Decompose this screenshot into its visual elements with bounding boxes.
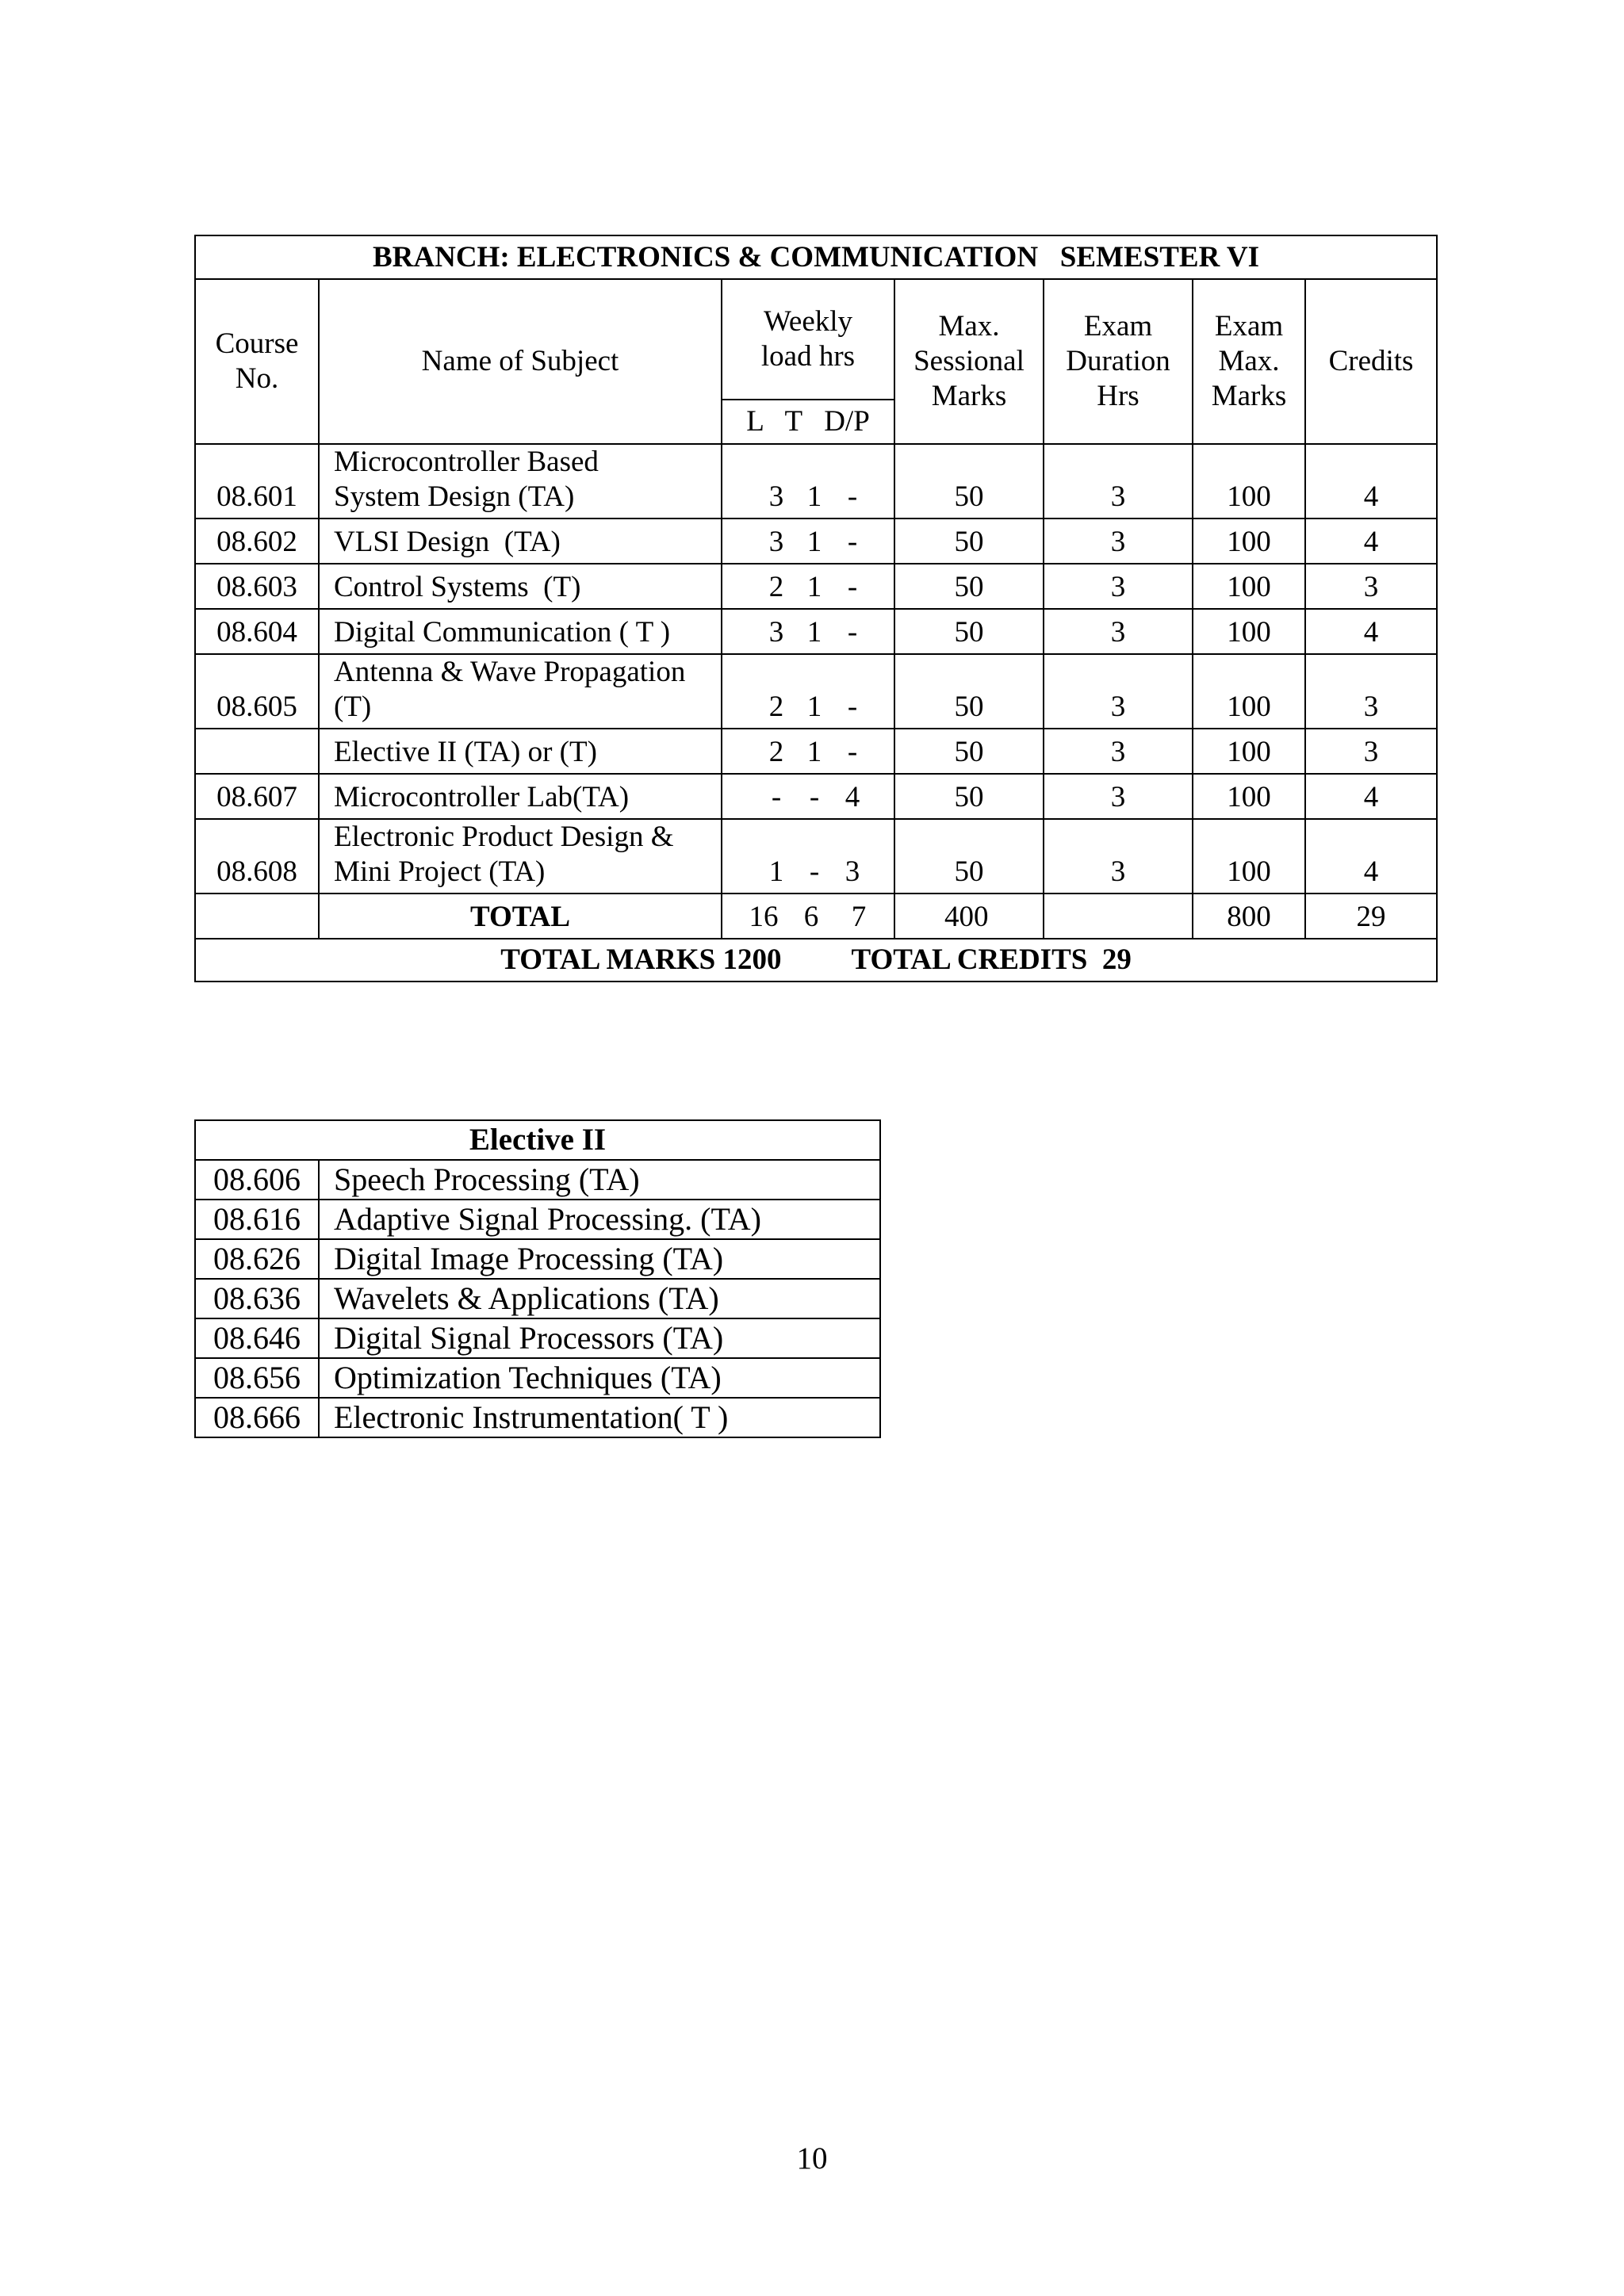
table-row <box>195 1239 880 1279</box>
elective-name: Speech Processing (TA) <box>319 1160 880 1200</box>
exam-duration: 3 <box>1044 729 1193 774</box>
elective-code: 08.636 <box>195 1279 319 1318</box>
subject-name: Electronic Product Design & Mini Project (TA) <box>319 819 722 894</box>
course-code: 08.601 <box>195 444 319 519</box>
sessional-marks: 50 <box>894 444 1044 519</box>
course-code: 08.603 <box>195 564 319 609</box>
header-ltdp: L T D/P <box>722 400 894 444</box>
table-row <box>195 1279 880 1318</box>
subject-name: Digital Communication ( T ) <box>319 609 722 654</box>
elective-name: Electronic Instrumentation( T ) <box>319 1398 880 1437</box>
weekly-load: 3 1 - <box>722 444 894 519</box>
credits: 4 <box>1305 819 1437 894</box>
total-sessional: 400 <box>894 894 1044 939</box>
header-credits: Credits <box>1305 279 1437 444</box>
credits: 4 <box>1305 609 1437 654</box>
weekly-load: 3 1 - <box>722 519 894 564</box>
elective-name: Optimization Techniques (TA) <box>319 1358 880 1398</box>
course-code: 08.605 <box>195 654 319 729</box>
course-code: 08.602 <box>195 519 319 564</box>
sessional-marks: 50 <box>894 564 1044 609</box>
weekly-load: 2 1 - <box>722 654 894 729</box>
weekly-load: 2 1 - <box>722 564 894 609</box>
credits: 4 <box>1305 774 1437 819</box>
elective-code: 08.646 <box>195 1318 319 1358</box>
exam-duration: 3 <box>1044 774 1193 819</box>
course-code: 08.607 <box>195 774 319 819</box>
exam-marks: 100 <box>1193 519 1305 564</box>
table-row <box>195 1318 880 1358</box>
table-row <box>195 729 1437 774</box>
sessional-marks: 50 <box>894 609 1044 654</box>
elective-name: Digital Image Processing (TA) <box>319 1239 880 1279</box>
elective-code: 08.606 <box>195 1160 319 1200</box>
exam-marks: 100 <box>1193 564 1305 609</box>
table-row <box>195 609 1437 654</box>
exam-marks: 100 <box>1193 774 1305 819</box>
exam-marks: 100 <box>1193 609 1305 654</box>
page-number: 10 <box>796 2141 828 2175</box>
exam-duration: 3 <box>1044 519 1193 564</box>
exam-marks: 100 <box>1193 444 1305 519</box>
course-code: 08.608 <box>195 819 319 894</box>
total-credits-summary: TOTAL CREDITS 29 <box>851 943 1132 976</box>
exam-duration: 3 <box>1044 819 1193 894</box>
elective-name: Wavelets & Applications (TA) <box>319 1279 880 1318</box>
subject-name: Control Systems (T) <box>319 564 722 609</box>
exam-duration: 3 <box>1044 654 1193 729</box>
elective-name: Adaptive Signal Processing. (TA) <box>319 1200 880 1239</box>
course-code <box>195 729 319 774</box>
subject-name: VLSI Design (TA) <box>319 519 722 564</box>
exam-marks: 100 <box>1193 819 1305 894</box>
subject-name: Microcontroller Based System Design (TA) <box>319 444 722 519</box>
grand-total-row <box>195 939 1437 982</box>
header-exam-duration: Exam Duration Hrs <box>1044 279 1193 444</box>
sessional-marks: 50 <box>894 819 1044 894</box>
header-sessional-marks: Max. Sessional Marks <box>894 279 1044 444</box>
elective-code: 08.656 <box>195 1358 319 1398</box>
header-weekly-load: Weekly load hrs <box>722 279 894 400</box>
table-row <box>195 564 1437 609</box>
subject-name: Microcontroller Lab(TA) <box>319 774 722 819</box>
sessional-marks: 50 <box>894 729 1044 774</box>
sessional-marks: 50 <box>894 654 1044 729</box>
header-name-of-subject: Name of Subject <box>319 279 722 444</box>
credits: 3 <box>1305 564 1437 609</box>
header-exam-max-marks: Exam Max. Marks <box>1193 279 1305 444</box>
exam-duration: 3 <box>1044 444 1193 519</box>
credits: 4 <box>1305 444 1437 519</box>
exam-duration: 3 <box>1044 609 1193 654</box>
header-course-no: Course No. <box>195 279 319 444</box>
total-duration <box>1044 894 1193 939</box>
table-row <box>195 1160 880 1200</box>
elective-code: 08.626 <box>195 1239 319 1279</box>
subject-name: Elective II (TA) or (T) <box>319 729 722 774</box>
course-code: 08.604 <box>195 609 319 654</box>
exam-duration: 3 <box>1044 564 1193 609</box>
table-row <box>195 819 1437 894</box>
total-row <box>195 894 1437 939</box>
total-marks: 800 <box>1193 894 1305 939</box>
table-row <box>195 1358 880 1398</box>
table-row <box>195 654 1437 729</box>
weekly-load: 3 1 - <box>722 609 894 654</box>
exam-marks: 100 <box>1193 729 1305 774</box>
semester-table <box>194 235 1438 982</box>
total-marks-summary: TOTAL MARKS 1200 <box>500 943 782 976</box>
weekly-load: 2 1 - <box>722 729 894 774</box>
total-weekly-load: 16 6 7 <box>722 894 894 939</box>
subject-name: Antenna & Wave Propagation (T) <box>319 654 722 729</box>
credits: 3 <box>1305 729 1437 774</box>
total-label: TOTAL <box>319 894 722 939</box>
table-row <box>195 1200 880 1239</box>
weekly-load: 1 - 3 <box>722 819 894 894</box>
elective-name: Digital Signal Processors (TA) <box>319 1318 880 1358</box>
table-row <box>195 1398 880 1437</box>
elective-code: 08.666 <box>195 1398 319 1437</box>
elective-title: Elective II <box>195 1120 880 1160</box>
sessional-marks: 50 <box>894 519 1044 564</box>
table-row <box>195 774 1437 819</box>
weekly-load: - - 4 <box>722 774 894 819</box>
exam-marks: 100 <box>1193 654 1305 729</box>
table-row <box>195 519 1437 564</box>
sessional-marks: 50 <box>894 774 1044 819</box>
elective-table <box>194 1119 881 1438</box>
total-credits: 29 <box>1305 894 1437 939</box>
table-row <box>195 444 1437 519</box>
elective-code: 08.616 <box>195 1200 319 1239</box>
credits: 3 <box>1305 654 1437 729</box>
credits: 4 <box>1305 519 1437 564</box>
table-title: BRANCH: ELECTRONICS & COMMUNICATION SEMESTER VI <box>195 235 1437 279</box>
